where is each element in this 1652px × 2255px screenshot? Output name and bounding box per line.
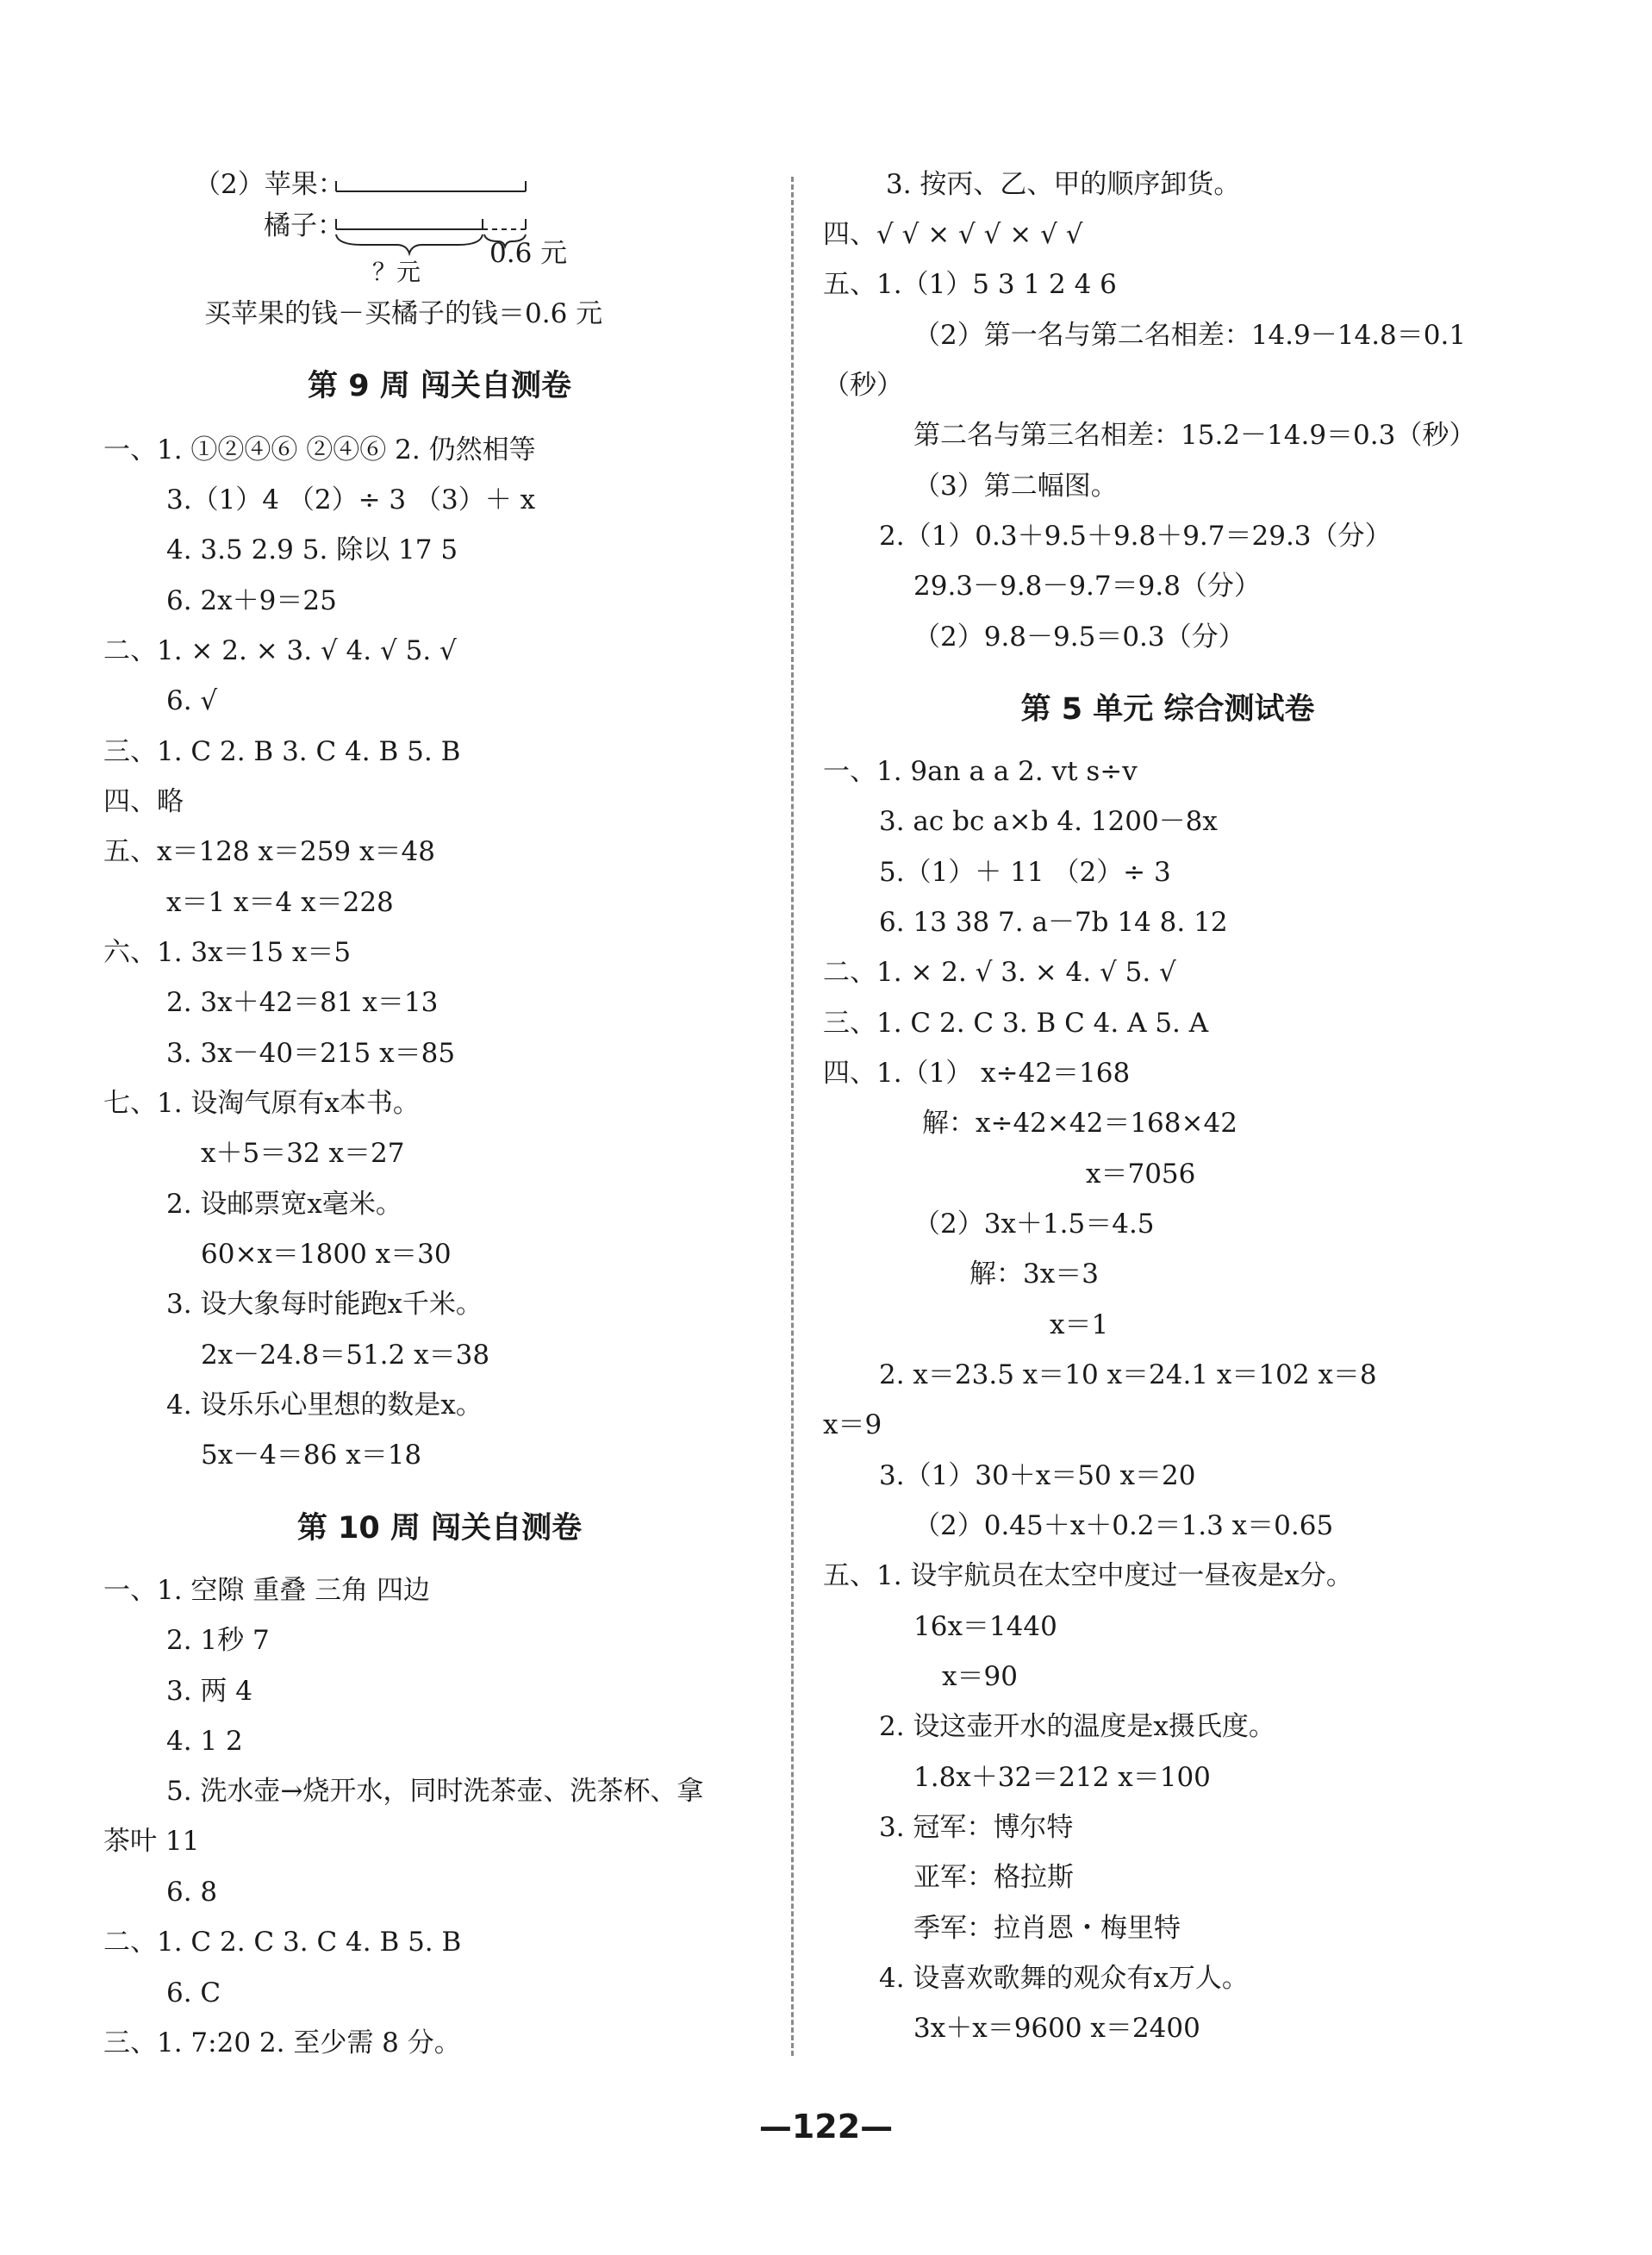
answer-line: 4. 设乐乐心里想的数是x。 <box>166 1390 483 1421</box>
answer-line: （秒） <box>823 370 903 401</box>
answer-line: 5.（1）＋ 11 （2）÷ 3 <box>879 857 1171 888</box>
answer-line: x＝1 <box>1050 1309 1109 1340</box>
answer-line: 2. 设邮票宽x毫米。 <box>166 1189 402 1220</box>
answer-line: 6. √ <box>166 685 218 716</box>
answer-line: 6. 8 <box>166 1877 218 1908</box>
brace-question: ？元 <box>372 258 421 286</box>
answer-line: 2. 1秒 7 <box>166 1625 270 1656</box>
page-number-dash-left: — <box>758 2108 792 2146</box>
answer-line: （2）3x＋1.5＝4.5 <box>913 1209 1155 1240</box>
answer-line: 3. 3x－40＝215 x＝85 <box>166 1038 456 1069</box>
answer-line: 2. 设这壶开水的温度是x摄氏度。 <box>879 1711 1275 1742</box>
answer-line: 买苹果的钱－买橘子的钱＝0.6 元 <box>204 298 603 329</box>
answer-line: 6. 2x＋9＝25 <box>166 585 337 616</box>
answer-line: 解：3x＝3 <box>969 1259 1099 1290</box>
answer-line: 3. 冠军：博尔特 <box>879 1812 1074 1843</box>
page-number-dash-right: — <box>860 2108 894 2146</box>
answer-line: 2.（1）0.3＋9.5＋9.8＋9.7＝29.3（分） <box>879 521 1392 552</box>
column-divider <box>791 177 794 2056</box>
answer-line: 6. 13 38 7. a－7b 14 8. 12 <box>879 907 1228 938</box>
section-title-week10: 第 10 周 闯关自测卷 <box>296 1511 583 1546</box>
answer-line: （2）第一名与第二名相差：14.9－14.8＝0.1 <box>913 320 1467 351</box>
answer-line: 三、1. 7:20 2. 至少需 8 分。 <box>103 2027 461 2058</box>
bar-diagram-lines <box>103 155 638 293</box>
answer-line: 2. x＝23.5 x＝10 x＝24.1 x＝102 x＝8 <box>879 1359 1377 1390</box>
answer-line: x＝9 <box>823 1409 882 1440</box>
answer-line: 3. ac bc a×b 4. 1200－8x <box>879 806 1218 837</box>
answer-line: 四、略 <box>103 786 184 817</box>
answer-line: 第二名与第三名相差：15.2－14.9＝0.3（秒） <box>913 420 1476 451</box>
answer-line: 3.（1）4 （2）÷ 3 （3）＋ x <box>166 484 536 515</box>
apple-label: （2）苹果： <box>194 169 345 200</box>
answer-line: 茶叶 11 <box>103 1826 200 1857</box>
answer-line: 三、1. C 2. B 3. C 4. B 5. B <box>103 736 461 767</box>
answer-line: 二、1. C 2. C 3. C 4. B 5. B <box>103 1927 462 1958</box>
answer-line: 四、√ √ × √ √ × √ √ <box>823 219 1083 250</box>
page-number-value: 122 <box>791 2108 861 2146</box>
answer-line: 3. 两 4 <box>166 1676 253 1707</box>
answer-line: 3. 按丙、乙、甲的顺序卸货。 <box>886 169 1241 200</box>
answer-line: x＋5＝32 x＝27 <box>201 1138 405 1169</box>
answer-line: 4. 设喜欢歌舞的观众有x万人。 <box>879 1963 1249 1994</box>
answer-line: x＝90 <box>942 1661 1018 1692</box>
answer-line: x＝7056 <box>1086 1159 1196 1190</box>
answer-line: 3x＋x＝9600 x＝2400 <box>913 2013 1200 2044</box>
answer-line: 6. C <box>166 1977 221 2008</box>
orange-label: 橘子： <box>264 210 344 241</box>
answer-line: x＝1 x＝4 x＝228 <box>166 887 394 918</box>
bar-diagram <box>103 155 638 293</box>
answer-line: 60×x＝1800 x＝30 <box>201 1239 452 1270</box>
answer-line: 4. 1 2 <box>166 1726 243 1757</box>
answer-line: 五、1.（1）5 3 1 2 4 6 <box>823 269 1117 300</box>
answer-line: 5. 洗水壶→烧开水，同时洗茶壶、洗茶杯、拿 <box>166 1776 704 1807</box>
answer-line: 二、1. × 2. × 3. √ 4. √ 5. √ <box>103 635 457 666</box>
difference-label: 0.6 元 <box>489 238 568 269</box>
answer-line: 季军：拉肖恩・梅里特 <box>913 1913 1181 1944</box>
answer-line: （3）第二幅图。 <box>913 471 1118 502</box>
answer-line: 16x＝1440 <box>913 1611 1057 1642</box>
answer-line: 2x－24.8＝51.2 x＝38 <box>201 1340 490 1371</box>
section-title-week9: 第 9 周 闯关自测卷 <box>308 369 571 403</box>
page-number <box>0 2108 1652 2146</box>
answer-line: 1.8x＋32＝212 x＝100 <box>913 1762 1211 1793</box>
answer-line: 七、1. 设淘气原有x本书。 <box>103 1088 420 1119</box>
answer-line: 29.3－9.8－9.7＝9.8（分） <box>913 571 1261 602</box>
section-title-unit5: 第 5 单元 综合测试卷 <box>1020 692 1315 727</box>
answer-line: 四、1.（1） x÷42＝168 <box>823 1058 1131 1089</box>
answer-line: 3. 设大象每时能跑x千米。 <box>166 1289 483 1320</box>
answer-line: 4. 3.5 2.9 5. 除以 17 5 <box>166 534 458 565</box>
answer-line: 二、1. × 2. √ 3. × 4. √ 5. √ <box>823 957 1176 988</box>
answer-line: 一、1. ①②④⑥ ②④⑥ 2. 仍然相等 <box>103 434 536 465</box>
answer-line: 2. 3x＋42＝81 x＝13 <box>166 987 439 1018</box>
answer-line: 三、1. C 2. C 3. B C 4. A 5. A <box>823 1008 1209 1039</box>
answer-line: （2）0.45＋x＋0.2＝1.3 x＝0.65 <box>913 1510 1334 1541</box>
answer-line: 一、1. 空隙 重叠 三角 四边 <box>103 1575 430 1606</box>
answer-line: 5x－4＝86 x＝18 <box>201 1440 422 1471</box>
answer-line: 3.（1）30＋x＝50 x＝20 <box>879 1460 1196 1491</box>
answer-line: 解：x÷42×42＝168×42 <box>922 1108 1237 1139</box>
answer-line: （2）9.8－9.5＝0.3（分） <box>913 622 1245 653</box>
answer-line: 六、1. 3x＝15 x＝5 <box>103 937 352 968</box>
answer-line: 一、1. 9an a a 2. vt s÷v <box>823 756 1138 787</box>
answer-line: 五、1. 设宇航员在太空中度过一昼夜是x分。 <box>823 1560 1353 1591</box>
answer-line: 五、x＝128 x＝259 x＝48 <box>103 836 435 867</box>
answer-line: 亚军：格拉斯 <box>913 1862 1074 1893</box>
